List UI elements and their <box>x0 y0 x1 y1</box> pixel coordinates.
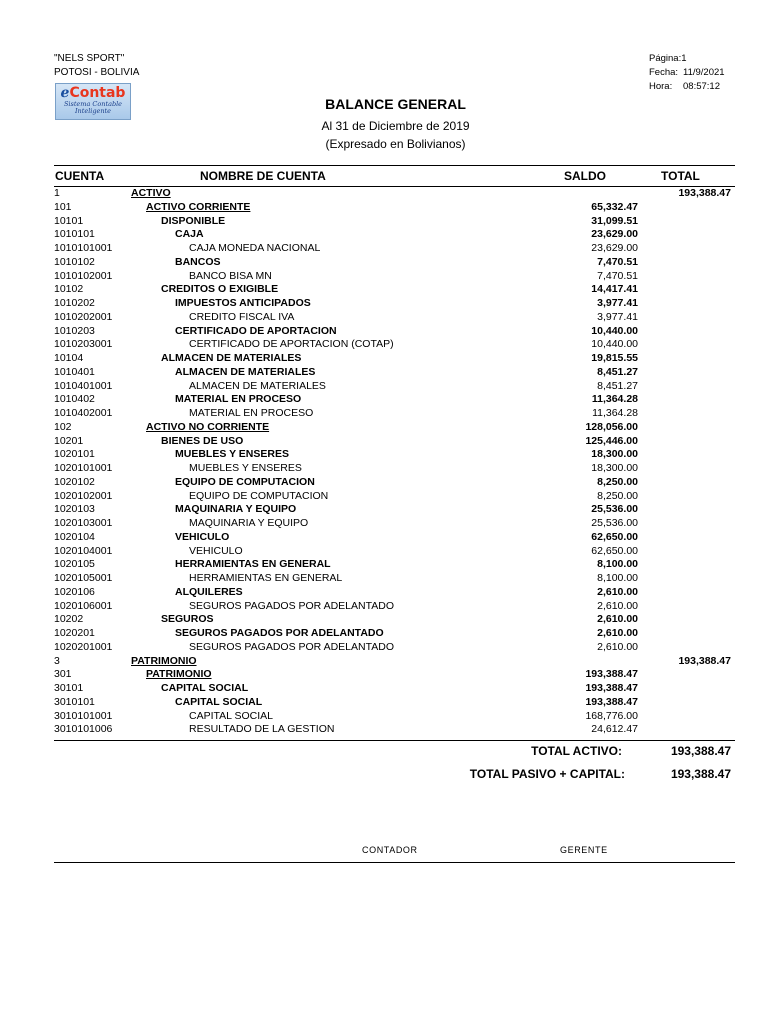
account-saldo: 23,629.00 <box>591 228 638 241</box>
account-saldo: 18,300.00 <box>591 462 638 474</box>
signature-rule <box>54 862 735 863</box>
table-row <box>54 710 735 724</box>
account-name: IMPUESTOS ANTICIPADOS <box>175 297 311 309</box>
account-code: 3010101 <box>54 695 95 708</box>
table-row <box>54 517 735 531</box>
account-name: PATRIMONIO <box>131 654 197 667</box>
account-name: SEGUROS PAGADOS POR ADELANTADO <box>189 640 394 653</box>
account-name: BANCOS <box>175 255 221 268</box>
account-saldo: 2,610.00 <box>597 585 638 598</box>
report-date: Fecha: 11/9/2021 <box>649 67 725 78</box>
table-row <box>54 283 735 297</box>
account-code: 1010101 <box>54 228 95 241</box>
table-row <box>54 723 735 737</box>
account-code: 1010102001 <box>54 269 113 282</box>
account-saldo: 2,610.00 <box>597 613 638 626</box>
account-code: 102 <box>54 420 72 433</box>
account-saldo: 8,451.27 <box>597 365 638 378</box>
account-name: CREDITOS O EXIGIBLE <box>161 283 279 296</box>
account-saldo: 168,776.00 <box>585 709 638 722</box>
account-saldo: 8,250.00 <box>597 489 638 502</box>
account-saldo: 2,610.00 <box>597 640 638 653</box>
header-top-rule <box>54 165 735 166</box>
account-code: 3010101001 <box>54 709 113 722</box>
table-row <box>54 586 735 600</box>
account-code: 101 <box>54 200 72 213</box>
account-name: VEHICULO <box>175 530 230 543</box>
table-row <box>54 696 735 710</box>
account-saldo: 8,100.00 <box>597 558 638 571</box>
account-saldo: 25,536.00 <box>591 503 638 516</box>
account-code: 1010203001 <box>54 338 113 351</box>
account-code: 1010401001 <box>54 379 113 392</box>
currency-note: (Expresado en Bolivianos) <box>325 137 466 151</box>
account-code: 1020103 <box>54 503 95 516</box>
account-name: SEGUROS PAGADOS POR ADELANTADO <box>175 627 384 639</box>
account-code: 1020105001 <box>54 572 113 584</box>
table-row <box>54 448 735 462</box>
account-total: 193,388.47 <box>678 187 731 199</box>
account-code: 3 <box>54 654 60 667</box>
account-saldo: 3,977.41 <box>597 310 638 323</box>
account-name: CREDITO FISCAL IVA <box>189 310 295 323</box>
account-name: HERRAMIENTAS EN GENERAL <box>175 558 331 571</box>
account-name: ALMACEN DE MATERIALES <box>189 379 326 392</box>
account-name: MUEBLES Y ENSERES <box>189 462 302 474</box>
table-row <box>54 352 735 366</box>
col-nombre: NOMBRE DE CUENTA <box>200 169 326 183</box>
account-code: 1010402 <box>54 393 95 406</box>
account-name: EQUIPO DE COMPUTACION <box>175 475 315 488</box>
account-code: 1020106001 <box>54 599 113 612</box>
table-row <box>54 655 735 669</box>
account-code: 1010203 <box>54 324 95 337</box>
table-row <box>54 668 735 682</box>
account-saldo: 25,536.00 <box>591 517 638 529</box>
table-row <box>54 490 735 504</box>
account-code: 30101 <box>54 682 84 694</box>
account-saldo: 193,388.47 <box>585 695 638 708</box>
account-saldo: 3,977.41 <box>597 297 638 309</box>
account-code: 10104 <box>54 352 84 364</box>
signature-contador: CONTADOR <box>362 845 418 855</box>
table-end-rule <box>54 740 735 741</box>
account-name: CAJA MONEDA NACIONAL <box>189 242 321 254</box>
account-name: HERRAMIENTAS EN GENERAL <box>189 572 343 584</box>
table-row <box>54 393 735 407</box>
account-saldo: 10,440.00 <box>591 324 638 337</box>
account-saldo: 193,388.47 <box>585 682 638 694</box>
account-name: SEGUROS PAGADOS POR ADELANTADO <box>189 599 394 612</box>
page-number: Página:1 <box>649 53 687 64</box>
accounts-table <box>54 187 735 737</box>
account-name: MUEBLES Y ENSERES <box>175 448 289 461</box>
account-saldo: 8,100.00 <box>597 572 638 584</box>
account-name: SEGUROS <box>161 613 214 626</box>
account-code: 1010102 <box>54 255 95 268</box>
account-name: EQUIPO DE COMPUTACION <box>189 489 329 502</box>
account-saldo: 19,815.55 <box>591 352 638 364</box>
company-location: POTOSI - BOLIVIA <box>54 67 140 78</box>
account-saldo: 62,650.00 <box>591 544 638 557</box>
account-name: ALMACEN DE MATERIALES <box>161 352 302 364</box>
account-name: PATRIMONIO <box>146 668 212 681</box>
company-info <box>54 52 139 80</box>
account-saldo: 62,650.00 <box>591 530 638 543</box>
account-code: 1020201 <box>54 627 95 639</box>
account-name: DISPONIBLE <box>161 214 226 227</box>
account-name: CAPITAL SOCIAL <box>175 695 263 708</box>
account-saldo: 11,364.28 <box>591 393 638 406</box>
total-activo-value: 193,388.47 <box>670 744 731 758</box>
account-code: 10101 <box>54 214 84 227</box>
account-name: VEHICULO <box>189 544 243 557</box>
account-code: 1020101001 <box>54 462 113 474</box>
company-name: "NELS SPORT" <box>54 53 125 64</box>
table-row <box>54 311 735 325</box>
account-code: 10201 <box>54 434 84 447</box>
account-name: CERTIFICADO DE APORTACION (COTAP) <box>189 338 394 351</box>
account-saldo: 193,388.47 <box>585 668 638 681</box>
account-code: 1010202001 <box>54 310 113 323</box>
table-row <box>54 572 735 586</box>
account-name: ACTIVO NO CORRIENTE <box>146 420 270 433</box>
total-pasivo-capital-value: 193,388.47 <box>670 767 731 781</box>
account-code: 10202 <box>54 613 84 626</box>
account-saldo: 125,446.00 <box>585 434 638 447</box>
account-code: 1010401 <box>54 365 95 378</box>
account-saldo: 7,470.51 <box>597 255 638 268</box>
account-code: 1020201001 <box>54 640 113 653</box>
account-code: 1020101 <box>54 448 95 461</box>
account-code: 1020106 <box>54 585 95 598</box>
account-saldo: 2,610.00 <box>597 627 638 639</box>
table-row <box>54 228 735 242</box>
account-saldo: 24,612.47 <box>591 723 638 736</box>
col-cuenta: CUENTA <box>55 169 105 183</box>
account-name: MAQUINARIA Y EQUIPO <box>189 517 309 529</box>
logo-e-icon: ℯ <box>60 85 70 101</box>
account-saldo: 2,610.00 <box>597 599 638 612</box>
account-name: RESULTADO DE LA GESTION <box>189 723 335 736</box>
account-saldo: 14,417.41 <box>591 283 638 296</box>
table-row <box>54 187 735 201</box>
account-code: 1020102001 <box>54 489 113 502</box>
table-row <box>54 215 735 229</box>
account-code: 10102 <box>54 283 84 296</box>
col-total: TOTAL <box>661 169 700 183</box>
table-row <box>54 421 735 435</box>
account-saldo: 11,364.28 <box>592 407 638 419</box>
report-subtitle: Al 31 de Diciembre de 2019 <box>321 119 470 133</box>
table-row <box>54 407 735 421</box>
account-code: 1 <box>54 187 60 199</box>
account-saldo: 128,056.00 <box>585 420 638 433</box>
logo-brand: ℯContab <box>60 85 126 101</box>
table-row <box>54 338 735 352</box>
account-code: 1020103001 <box>54 517 113 529</box>
table-row <box>54 558 735 572</box>
table-row <box>54 682 735 696</box>
total-pasivo-capital-label: TOTAL PASIVO + CAPITAL: <box>469 767 625 781</box>
total-activo-label: TOTAL ACTIVO: <box>531 744 622 758</box>
report-title: BALANCE GENERAL <box>325 96 466 112</box>
col-saldo: SALDO <box>564 169 606 183</box>
table-row <box>54 531 735 545</box>
account-name: MATERIAL EN PROCESO <box>175 393 302 406</box>
account-name: BIENES DE USO <box>161 434 244 447</box>
table-row <box>54 366 735 380</box>
account-code: 1010402001 <box>54 407 113 419</box>
account-name: MAQUINARIA Y EQUIPO <box>175 503 297 516</box>
account-name: MATERIAL EN PROCESO <box>189 407 314 419</box>
account-code: 1020104 <box>54 530 95 543</box>
logo-tagline: Sistema Contable Inteligente <box>63 100 123 115</box>
account-saldo: 8,250.00 <box>597 475 638 488</box>
account-saldo: 18,300.00 <box>591 448 638 461</box>
account-name: CERTIFICADO DE APORTACION <box>175 324 337 337</box>
account-saldo: 7,470.51 <box>597 269 638 282</box>
account-code: 301 <box>54 668 72 681</box>
account-name: BANCO BISA MN <box>189 269 272 282</box>
table-row <box>54 600 735 614</box>
table-row <box>54 380 735 394</box>
account-name: ALQUILERES <box>175 585 243 598</box>
account-code: 1010202 <box>54 297 95 309</box>
account-total: 193,388.47 <box>678 654 731 667</box>
account-saldo: 31,099.51 <box>591 214 638 227</box>
table-row <box>54 256 735 270</box>
table-row <box>54 627 735 641</box>
account-code: 1020104001 <box>54 544 113 557</box>
table-row <box>54 297 735 311</box>
table-row <box>54 462 735 476</box>
table-row <box>54 435 735 449</box>
account-name: CAPITAL SOCIAL <box>189 709 274 722</box>
table-row <box>54 641 735 655</box>
account-code: 1020102 <box>54 475 95 488</box>
report-meta <box>649 52 759 94</box>
report-time: Hora: 08:57:12 <box>649 81 720 92</box>
table-row <box>54 613 735 627</box>
account-saldo: 8,451.27 <box>597 379 638 392</box>
account-code: 1020105 <box>54 558 95 571</box>
account-name: CAJA <box>175 228 204 241</box>
account-name: ALMACEN DE MATERIALES <box>175 365 316 378</box>
account-code: 3010101006 <box>54 723 113 736</box>
account-name: ACTIVO CORRIENTE <box>146 200 251 213</box>
signature-gerente: GERENTE <box>560 845 608 855</box>
table-row <box>54 476 735 490</box>
account-saldo: 23,629.00 <box>591 242 638 254</box>
table-row <box>54 503 735 517</box>
table-row <box>54 325 735 339</box>
account-saldo: 65,332.47 <box>591 200 638 213</box>
account-saldo: 10,440.00 <box>591 338 638 351</box>
table-row <box>54 242 735 256</box>
account-name: ACTIVO <box>131 187 171 199</box>
account-code: 1010101001 <box>54 242 113 254</box>
table-row <box>54 201 735 215</box>
table-row <box>54 270 735 284</box>
account-name: CAPITAL SOCIAL <box>161 682 249 694</box>
table-row <box>54 545 735 559</box>
